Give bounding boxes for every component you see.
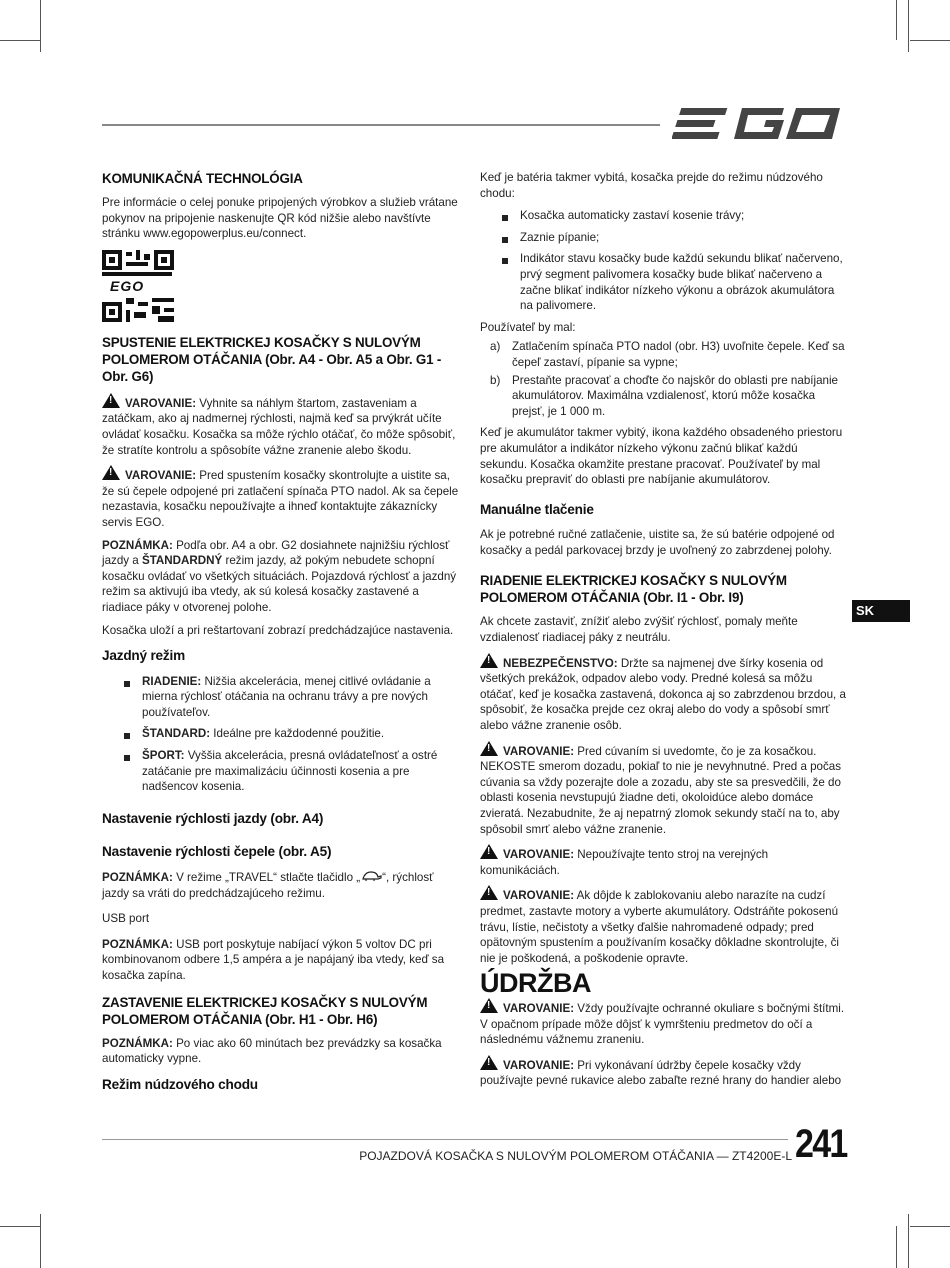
crop-mark xyxy=(908,1214,909,1268)
list-item: b) Prestaňte pracovať a choďte čo najskôr do oblasti pre nabíjanie akumulátorov. Maximálna vzdialenosť, ktorú môže kosačka prejsť, je 1 000 m. xyxy=(490,373,838,418)
danger-block: !NEBEZPEČENSTVO: Držte sa najmenej dve šírky kosenia od všetkých prekážok, odpadov alebo vody. Predné kolesá sa môžu otáčať, keď je kosačka zastavená, dokonca aj so zabrzdenou brzdou, a spôsobiť, že kosačka prejde cez okraj alebo do vody a spôsobí smrť alebo vážne zranenie osôb. xyxy=(480,653,846,734)
qr-code[interactable] xyxy=(102,250,174,322)
drive-mode-list xyxy=(102,674,462,795)
steps-list xyxy=(480,339,846,419)
crop-mark xyxy=(908,0,909,52)
crop-mark xyxy=(910,1226,950,1227)
crop-mark xyxy=(0,1226,40,1227)
paragraph: Používateľ by mal: xyxy=(480,320,576,334)
warning-icon xyxy=(480,844,498,859)
list-item: Zaznie pípanie; xyxy=(480,230,846,246)
header-rule xyxy=(102,124,660,126)
warning-icon xyxy=(102,393,120,408)
emergency-list xyxy=(480,208,846,314)
crop-mark xyxy=(910,40,950,41)
right-column xyxy=(480,170,846,1096)
page-number: 241 xyxy=(795,1122,847,1166)
list-item: ŠPORT: Vyššia akcelerácia, presná ovládateľnosť a ostré zatáčanie pre maximalizáciu účinnosti kosenia a pre nadšencov kosenia. xyxy=(102,748,462,795)
warning-icon xyxy=(480,885,498,900)
crop-mark xyxy=(896,0,897,40)
paragraph: Ak chcete zastaviť, znížiť alebo zvýšiť rýchlosť, pomaly meňte vzdialenosť riadiacej páky z neutrálu. xyxy=(480,615,798,645)
warning-icon xyxy=(102,465,120,480)
warning-icon xyxy=(480,653,498,668)
list-item: RIADENIE: Nižšia akcelerácia, menej citlivé ovládanie a mierna rýchlosť otáčania na ochranu trávy a pre nových používateľov. xyxy=(102,674,462,721)
warning-block: !VAROVANIE: Pri vykonávaní údržby čepele kosačky vždy používajte pevné rukavice alebo zabaľte rezné hrany do handier alebo xyxy=(480,1055,846,1089)
warning-block: !VAROVANIE: Pred cúvaním si uvedomte, čo je za kosačkou. NEKOSTE smerom dozadu, pokiaľ to nie je nevyhnutné. Pred a počas cúvania sa vždy pozerajte dole a zozadu, aby ste sa presvedčili, že do oblasti kosenia nevstupujú žiadne deti, okoloidúce alebo domáce zvieratá. Nezabudnite, že aj nepatrný zlomok sekundy stačí na to, aby spôsobil smrť alebo vážne zranenie. xyxy=(480,741,846,838)
note-block: POZNÁMKA: Podľa obr. A4 a obr. G2 dosiahnete najnižšiu rýchlosť jazdy a ŠTANDARDNÝ režim jazdy, až pokým nebudete schopní kosačku ovládať vo všetkých situáciách. Pojazdová rýchlosť a jazdný režim sa aktivujú iba vtedy, ak sú kolesá kosačky zastavené a riadiace páky v otvorenej polohe. xyxy=(102,538,457,614)
section-title-driving: RIADENIE ELEKTRICKEJ KOSAČKY S NULOVÝM POLOMEROM OTÁČANIA (Obr. I1 - Obr. I9) xyxy=(480,573,787,606)
subsection-title-emergency-mode: Režim núdzového chodu xyxy=(102,1076,258,1092)
warning-icon xyxy=(480,1055,498,1070)
section-title-startup: SPUSTENIE ELEKTRICKEJ KOSAČKY S NULOVÝM POLOMEROM OTÁČANIA (Obr. A4 - Obr. A5 a Obr. G1 - Obr. G6) xyxy=(102,334,442,384)
subsection-title-manual-push: Manuálne tlačenie xyxy=(480,501,594,517)
list-item: Kosačka automaticky zastaví kosenie trávy; xyxy=(480,208,846,224)
warning-icon xyxy=(480,741,498,756)
footer-text: POJAZDOVÁ KOSAČKA S NULOVÝM POLOMEROM OTÁČANIA — ZT4200E-L xyxy=(359,1149,792,1163)
note-block: POZNÁMKA: USB port poskytuje nabíjací výkon 5 voltov DC pri kombinovanom odbere 1,5 ampéra a je napájaný iba vtedy, keď sa kosačka zapína. xyxy=(102,937,445,982)
warning-block: !VAROVANIE: Ak dôjde k zablokovaniu alebo narazíte na cudzí predmet, zastavte motory a vyberte akumulátory. Odstráňte pokosenú trávu, lístie, nečistoty a všetky ďalšie nahromadené odpady; pred opätovným spustením a používaním kosačky dôkladne skontrolujte, či nie je poškodená, a poškodenie opravte. xyxy=(480,885,846,966)
subsection-title-drive-mode: Jazdný režim xyxy=(102,648,185,664)
note-block: POZNÁMKA: Po viac ako 60 minútach bez prevádzky sa kosačka automaticky vypne. xyxy=(102,1036,442,1066)
left-column xyxy=(102,170,462,1102)
note-block: POZNÁMKA: V režime „TRAVEL“ stlačte tlačidlo „ “, rýchlosť jazdy sa vráti do predchádzajúceho režimu. xyxy=(102,871,434,900)
language-tab: SK xyxy=(852,600,910,622)
warning-icon xyxy=(480,998,498,1013)
section-title-maintenance: ÚDRŽBA xyxy=(480,968,591,999)
crop-mark xyxy=(0,40,40,41)
subsection-title-drive-speed: Nastavenie rýchlosti jazdy (obr. A4) xyxy=(102,810,324,826)
crop-mark xyxy=(896,1226,897,1268)
footer-rule xyxy=(102,1139,788,1140)
subsection-title-blade-speed: Nastavenie rýchlosti čepele (obr. A5) xyxy=(102,844,332,860)
paragraph: Ak je potrebné ručné zatlačenie, uistite sa, že sú batérie odpojené od kosačky a pedál parkovacej brzdy je uvoľnený zo zabrzdenej polohy. xyxy=(480,528,835,557)
usb-title: USB port xyxy=(102,912,150,926)
paragraph: Kosačka uloží a pri reštartovaní zobrazí predchádzajúce nastavenia. xyxy=(102,623,454,637)
turtle-icon xyxy=(360,871,382,882)
warning-block: !VAROVANIE: Vyhnite sa náhlym štartom, zastaveniam a zatáčkam, ako aj nadmernej rýchlosti, najmä keď sa prvýkrát učíte ovládať kosačku. Kosačka sa môže rýchlo otáčať, čo môže spôsobiť, že stratíte kontrolu a spôsobíte vážne zranenie alebo škodu. xyxy=(102,393,462,458)
crop-mark xyxy=(40,0,41,52)
list-item: ŠTANDARD: Ideálne pre každodenné použitie. xyxy=(102,726,462,742)
warning-block: !VAROVANIE: Nepoužívajte tento stroj na verejných komunikáciách. xyxy=(480,844,846,878)
paragraph: Pre informácie o celej ponuke pripojených výrobkov a služieb vrátane pokynov na pripojenie naskenujte QR kód nižšie alebo navštívte stránku www.egopowerplus.eu/connect. xyxy=(102,196,458,241)
brand-logo xyxy=(672,106,844,142)
list-item: a) Zatlačením spínača PTO nadol (obr. H3) uvoľnite čepele. Keď sa čepeľ zastaví, pípanie sa vypne; xyxy=(490,340,845,369)
qr-logo: EGO xyxy=(110,277,145,294)
warning-block: !VAROVANIE: Vždy používajte ochranné okuliare s bočnými štítmi. V opačnom prípade môže dôjsť k vymršteniu predmetov do očí a následnému vážnemu zraneniu. xyxy=(480,998,846,1048)
list-item: Indikátor stavu kosačky bude každú sekundu blikať načerveno, prvý segment palivomera kosačky bude blikať načerveno a začne blikať indikátor nízkeho výkonu a obrázok akumulátora na palivomere. xyxy=(480,251,846,313)
paragraph: Keď je batéria takmer vybitá, kosačka prejde do režimu núdzového chodu: xyxy=(480,171,823,200)
warning-block: !VAROVANIE: Pred spustením kosačky skontrolujte a uistite sa, že sú čepele odpojené pri zatlačení spínača PTO nadol. Ak sa čepele nezastavia, kosačku nepoužívajte a ihneď kontaktujte zákaznícky servis EGO. xyxy=(102,465,462,530)
paragraph: Keď je akumulátor takmer vybitý, ikona každého obsadeného priestoru pre akumulátor a indikátor nízkeho výkonu začnú blikať každú sekundu. Kosačka okamžite prestane pracovať. Používateľ by mal kosačku prepraviť do oblasti pre nabíjanie akumulátorov. xyxy=(480,426,843,487)
section-title-stopping: ZASTAVENIE ELEKTRICKEJ KOSAČKY S NULOVÝM POLOMEROM OTÁČANIA (Obr. H1 - Obr. H6) xyxy=(102,994,428,1027)
section-title-communication: KOMUNIKAČNÁ TECHNOLÓGIA xyxy=(102,171,303,186)
crop-mark xyxy=(40,1214,41,1268)
